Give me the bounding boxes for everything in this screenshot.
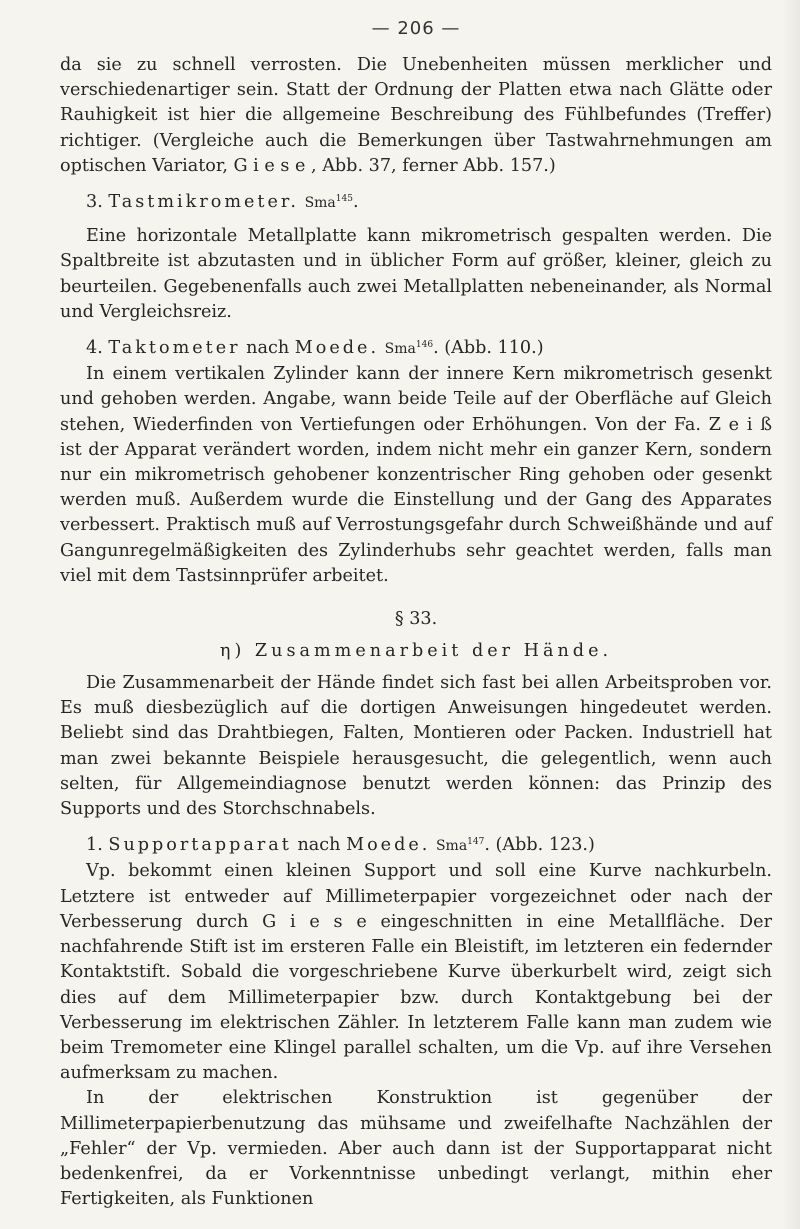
list-item-1-heading: 1. Supportapparat nach Moede. Sma$^{147}$. (Abb. 123.) [86,835,595,856]
item-connector: nach [246,338,290,359]
figure-reference: (Abb. 110.) [444,338,544,359]
reference-number: 146 [415,340,434,351]
paragraph-2: Eine horizontale Metallplatte kann mikrometrisch gespalten werden. Die Spaltbreite ist abzutasten und in üblicher Form auf größer, kleiner, gleich zu beurteilen. Gegebenenfalls auch zwei Metallplatten nebeneinander, als Normal und Vergleichsreiz. [60,226,772,322]
item-title: Taktometer [108,338,241,359]
list-item-4-heading: 4. Taktometer nach Moede. Sma$^{146}$. (Abb. 110.) [86,338,544,359]
reference-label: Sma [384,341,416,358]
paragraph-3: In einem vertikalen Zylinder kann der innere Kern mikrometrisch gesenkt und gehoben werden. Angabe, wann beide Teile auf der Oberfläche auf Gleich stehen, Wiederfinden von Vertiefungen oder Erhöhungen. Von der Fa. Z e i ß ist der Apparat verändert worden, indem nicht mehr ein ganzer Kern, sondern nur ein mikrometrisch gehobener konzentrischer Ring gehoben oder gesenkt werden muß. Außerdem wurde die Einstellung und der Gang des Apparates verbessert. Praktisch muß auf Verrostungsgefahr durch Schweißhände und auf Gangunregelmäßigkeiten des Zylinderhubs sehr geachtet werden, falls man viel mit dem Tastsinnprüfer arbeitet. [60,364,772,586]
item-number: 1. [86,835,103,856]
reference-label: Sma [435,838,468,855]
paragraph-5: Vp. bekommt einen kleinen Support und soll eine Kurve nachkurbeln. Letztere ist entweder auf Millimeterpapier vorgezeichnet oder nach der Verbesserung durch G i e s e eingeschnitten in eine Metallfläche. Der nachfahrende Stift ist im ersteren Falle ein Bleistift, im letzteren ein federnder Kontaktstift. Sobald die vorgeschriebene Kurve überkurbelt wird, zeigt sich dies auf dem Millimeterpapier bzw. durch Kontaktgebung bei der Verbesserung im elektrischen Zähler. In letzterem Falle kann man zudem wie beim Tremometer eine Klingel parallel schalten, um die Vp. auf ihre Versehen aufmerksam zu machen. [60,861,772,1084]
item-title: Supportapparat [108,835,292,856]
section-heading: § 33. [394,609,438,630]
item-connector: nach [297,835,341,856]
paragraph-1: da sie zu schnell verrosten. Die Unebenheiten müssen merklicher und verschiedenartiger sein. Statt der Ordnung der Platten etwa nach Glätte oder Rauhigkeit ist hier die allgemeine Beschreibung des Fühlbefundes (Treffer) richtiger. (Vergleiche auch die Bemerkungen über Tastwahrnehmungen am optischen Variator, G i e s e , Abb. 37, ferner Abb. 157.) [60,55,772,176]
list-item-3-heading: 3. Tastmikrometer. Sma$^{145}$. [86,192,359,213]
paragraph-6: In der elektrischen Konstruktion ist gegenüber der Millimeterpapierbenutzung das mühsame und zweifelhafte Nachzählen der „Fehler“ der Vp. vermieden. Aber auch dann ist der Supportapparat nicht bedenkenfrei, da er Vorkenntnisse unbedingt verlangt, mithin eher Fertigkeiten, als Funktionen [60,1088,772,1210]
item-number: 3. [86,192,103,213]
item-author: Moede. [294,338,380,359]
reference-label: Sma [304,195,336,212]
reference-number: 145 [335,194,353,205]
item-author: Moede. [346,835,431,856]
page-edge-shadow [782,0,800,1229]
figure-reference: (Abb. 123.) [495,835,595,856]
item-title: Tastmikrometer. [108,192,299,213]
subsection-heading: η) Zusammenarbeit der Hände. [219,641,613,662]
paragraph-4: Die Zusammenarbeit der Hände findet sich fast bei allen Arbeitsproben vor. Es muß diesbezüglich auf die dortigen Anweisungen hingedeutet werden. Beliebt sind das Drahtbiegen, Falten, Montieren oder Packen. Industriell hat man zwei bekannte Beispiele herausgesucht, die gelegentlich, wenn auch selten, für Allgemeindiagnose benutzt werden können: das Prinzip des Supports und des Storchschnabels. [60,673,772,820]
item-number: 4. [86,338,103,359]
page-number-header: — 206 — [371,18,461,39]
reference-number: 147 [467,837,485,848]
